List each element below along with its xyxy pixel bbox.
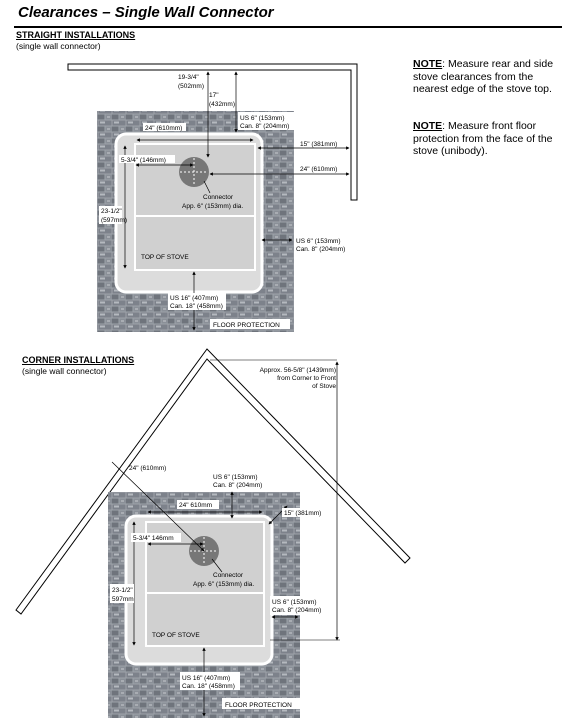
straight-connector-label: Connector [203,194,233,201]
straight-dim-label: 19-3/4" [178,74,199,81]
corner-connector-label: App. 6" (153mm) dia. [193,581,255,588]
straight-dim-label: 15" (381mm) [300,141,338,148]
straight-dim-label: Can. 18" (458mm) [170,303,223,310]
corner-dim-label: US 16" (407mm) [182,675,231,682]
corner-dim-label: 23-1/2" [112,587,133,594]
straight-dim-label: 24" (610mm) [145,125,183,132]
corner-connector-label: Connector [213,572,243,579]
straight-dim-label: US 6" (153mm) [240,115,285,122]
corner-dim-label: 24" (610mm) [129,465,167,472]
corner-floor-protection-label: FLOOR PROTECTION [225,702,292,709]
corner-dim-label: US 6" (153mm) [213,474,258,481]
corner-dim-label: 5-3/4" 146mm [133,535,174,542]
page-title: Clearances – Single Wall Connector [18,4,274,21]
straight-installations-heading: STRAIGHT INSTALLATIONS [16,30,136,40]
straight-dim-label: US 16" (407mm) [170,295,219,302]
straight-connector-label: App. 6" (153mm) dia. [182,203,244,210]
straight-dim-label: Can. 8" (204mm) [296,246,346,253]
corner-dim-label: Can. 8" (204mm) [272,607,322,614]
corner-dim-label: 15" (381mm) [284,510,322,517]
corner-dim-label: 597mm [112,596,134,603]
straight-top-of-stove-label: TOP OF STOVE [141,254,189,261]
corner-dim-label: Approx. 56-5/8" (1439mm) [259,367,336,374]
corner-installations-heading: CORNER INSTALLATIONS [22,355,135,365]
note-text: : Measure rear and side stove clearances from the nearest edge of the stove top. [413,58,554,95]
straight-dim-label: 23-1/2" [101,208,122,215]
corner-installation-diagram [16,349,410,718]
corner-dim-label: Can. 18" (458mm) [182,683,235,690]
straight-dim-label: 5-3/4" (146mm) [121,157,166,164]
straight-dim-label: Can. 8" (204mm) [240,123,290,130]
note-label: NOTE [413,58,443,70]
corner-dim-label: from Corner to Front [277,375,336,382]
corner-dim-label: of Stove [312,383,336,390]
straight-dim-label: US 6" (153mm) [296,238,341,245]
straight-dim-label: (432mm) [209,101,236,108]
corner-dim-label: US 6" (153mm) [272,599,317,606]
straight-dim-label: 17" [209,92,219,99]
note-label: NOTE [413,120,443,132]
corner-dim-label: Can. 8" (204mm) [213,482,263,489]
straight-installations-subheading: (single wall connector) [16,41,101,51]
straight-dim-label: (597mm) [101,217,128,224]
corner-dim-label: 24" 610mm [179,502,213,509]
straight-dim-label: (502mm) [178,83,205,90]
straight-floor-protection-label: FLOOR PROTECTION [213,322,280,329]
corner-top-of-stove-label: TOP OF STOVE [152,632,200,639]
note-text: : Measure front floor protection from the face of the stove (unibody). [413,120,553,157]
straight-installation-diagram [68,64,357,332]
straight-dim-label: 24" (610mm) [300,166,338,173]
corner-installations-subheading: (single wall connector) [22,366,107,376]
